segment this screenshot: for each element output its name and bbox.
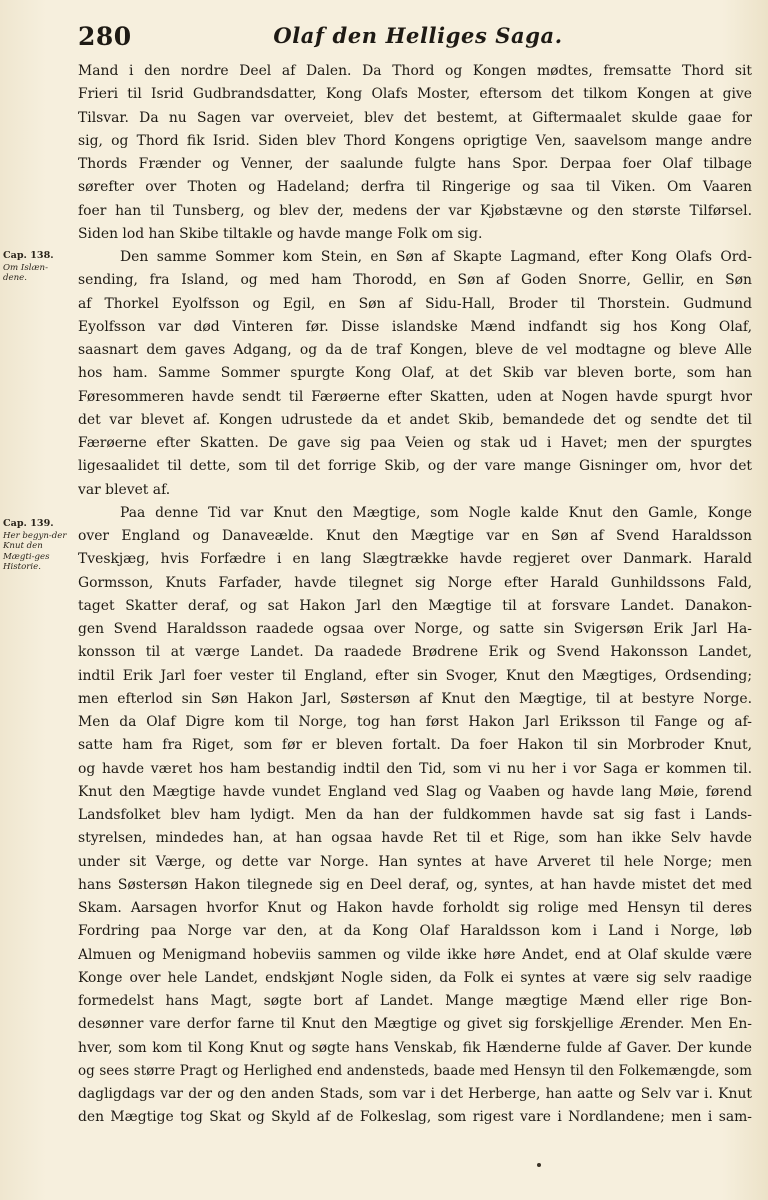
text-line: styrelsen, mindedes han, at han ogsaa havde Ret til et Rige, som han ikke Selv havde xyxy=(78,830,752,847)
text-line: taget Skatter deraf, og sat Hakon Jarl den Mægtige til at forsvare Landet. Danakon- xyxy=(78,597,752,614)
text-line: og havde været hos ham bestandig indtil den Tid, som vi nu her i vor Saga er kommen til. xyxy=(78,760,752,777)
margin-note-chapter: Cap. 138. xyxy=(3,250,54,261)
page-number: 280 xyxy=(78,22,132,51)
text-line: Thords Frænder og Venner, der saalunde fulgte hans Spor. Derpaa foer Olaf tilbage xyxy=(78,156,752,172)
text-line: indtil Erik Jarl foer vester til England, efter sin Svoger, Knut den Mægtiges, Ordsending; xyxy=(78,667,752,684)
margin-note-subject: Om Islæn-dene. xyxy=(3,262,48,283)
text-line: af Thorkel Eyolfsson og Egil, en Søn af Sidu-Hall, Broder til Thorstein. Gudmund xyxy=(78,295,752,312)
text-line: Mand i den nordre Deel af Dalen. Da Thord og Kongen mødtes, fremsatte Thord sit xyxy=(78,63,752,79)
text-line: Paa denne Tid var Knut den Mægtige, som Nogle kalde Knut den Gamle, Konge xyxy=(120,504,752,521)
text-line: Fordring paa Norge var den, at da Kong Olaf Haraldsson kom i Land i Norge, løb xyxy=(78,923,752,940)
margin-note-cap-139 xyxy=(3,519,69,573)
text-line: men efterlod sin Søn Hakon Jarl, Søstersøn af Knut den Mægtige, til at bestyre Norge. xyxy=(78,690,752,707)
text-line: Men da Olaf Digre kom til Norge, tog han først Hakon Jarl Eriksson til Fange og af- xyxy=(78,714,752,730)
text-line: Almuen og Menigmand hobeviis sammen og vilde ikke høre Andet, end at Olaf skulde være xyxy=(78,946,752,963)
text-line: gen Svend Haraldsson raadede ogsaa over Norge, og satte sin Svigersøn Erik Jarl Ha- xyxy=(78,621,752,637)
text-line: desønner vare derfor farne til Knut den Mægtige og givet sig forskjellige Ærender. Men En- xyxy=(78,1016,752,1033)
text-line: Gormsson, Knuts Farfader, havde tilegnet sig Norge efter Harald Gunhildssons Fald, xyxy=(78,574,752,591)
text-line: Tveskjæg, hvis Forfædre i en lang Slægtrække havde regjeret over Danmark. Harald xyxy=(78,551,752,568)
page-header xyxy=(78,22,758,54)
text-line: Siden lod han Skibe tiltakle og havde mange Folk om sig. xyxy=(78,225,483,242)
text-line: Eyolfsson var død Vinteren før. Disse islandske Mænd indfandt sig hos Kong Olaf, xyxy=(78,318,752,335)
text-line: Føresommeren havde sendt til Færøerne efter Skatten, uden at Nogen havde spurgt hvor xyxy=(78,388,752,405)
text-line: hos ham. Samme Sommer spurgte Kong Olaf, at det Skib var bleven borte, som han xyxy=(78,365,752,382)
text-line: konsson til at værge Landet. Da raadede Brødrene Erik og Svend Hakonsson Landet, xyxy=(78,644,752,661)
text-line: Den samme Sommer kom Stein, en Søn af Skapte Lagmand, efter Kong Olafs Ord- xyxy=(120,249,752,265)
text-line: Færøerne efter Skatten. De gave sig paa Veien og stak ud i Havet; men der spurgtes xyxy=(78,435,752,451)
text-line: den Mægtige tog Skat og Skyld af de Folkeslag, som rigest vare i Nordlandene; men i sam- xyxy=(78,1109,752,1126)
text-line: det var blevet af. Kongen udrustede da et andet Skib, bemandede det og sendte det til xyxy=(78,411,752,428)
margin-note-subject: Her begyn-der Knut den Mægti-ges Historie. xyxy=(3,530,67,572)
text-line: satte ham fra Riget, som før er bleven fortalt. Da foer Hakon til sin Morbroder Knut, xyxy=(78,737,752,754)
text-line: formedelst hans Magt, søgte bort af Landet. Mange mægtige Mænd eller rige Bon- xyxy=(78,993,752,1009)
text-line: under sit Værge, og dette var Norge. Han syntes at have Arveret til hele Norge; men xyxy=(78,853,752,870)
text-line: og sees større Pragt og Herlighed end andensteds, baade med Hensyn til den Folkemængde, som xyxy=(78,1062,752,1079)
text-line: Landsfolket blev ham lydigt. Men da han der fuldkommen havde sat sig fast i Lands- xyxy=(78,807,752,823)
text-line: foer han til Tunsberg, og blev der, medens der var Kjøbstævne og den største Tilførsel. xyxy=(78,202,752,219)
text-line: ligesaalidet til dette, som til det forrige Skib, og der vare mange Gisninger om, hvor det xyxy=(78,458,752,475)
text-line: hver, som kom til Kong Knut og søgte hans Venskab, fik Hænderne fulde af Gaver. Der kunde xyxy=(78,1039,752,1056)
text-line: sig, og Thord fik Isrid. Siden blev Thord Kongens oprigtige Ven, saavelsom mange andre xyxy=(78,132,752,149)
body-text xyxy=(78,60,752,1130)
text-line: var blevet af. xyxy=(78,481,171,498)
margin-note-cap-138 xyxy=(3,251,69,284)
running-title: Olaf den Helliges Saga. xyxy=(273,23,563,48)
text-line: saasnart dem gaves Adgang, og da de traf Kongen, bleve de vel modtagne og bleve Alle xyxy=(78,342,752,358)
text-line: dagligdags var der og den anden Stads, som var i det Herberge, han aatte og Selv var i. Knut xyxy=(78,1086,752,1102)
text-line: sending, fra Island, og med ham Thorodd, en Søn af Goden Snorre, Gellir, en Søn xyxy=(78,272,752,289)
text-line: Frieri til Isrid Gudbrandsdatter, Kong Olafs Moster, eftersom det tilkom Kongen at give xyxy=(78,86,752,103)
text-line: sørefter over Thoten og Hadeland; derfra til Ringerige og saa til Viken. Om Vaaren xyxy=(78,179,752,196)
text-line: Skam. Aarsagen hvorfor Knut og Hakon havde forholdt sig rolige med Hensyn til deres xyxy=(78,900,752,916)
text-line: Knut den Mægtige havde vundet England ved Slag og Vaaben og havde lang Møie, førend xyxy=(78,783,752,800)
text-line: over England og Danaveælde. Knut den Mægtige var en Søn af Svend Haraldsson xyxy=(78,528,752,544)
margin-note-chapter: Cap. 139. xyxy=(3,518,54,529)
ink-smudge xyxy=(537,1163,541,1167)
text-line: Konge over hele Landet, endskjønt Nogle siden, da Folk ei syntes at være sig selv raadige xyxy=(78,969,752,986)
text-line: Tilsvar. Da nu Sagen var overveiet, blev det bestemt, at Giftermaalet skulde gaae for xyxy=(78,109,752,126)
text-line: hans Søstersøn Hakon tilegnede sig en Deel deraf, og, syntes, at han havde mistet det med xyxy=(78,876,752,893)
